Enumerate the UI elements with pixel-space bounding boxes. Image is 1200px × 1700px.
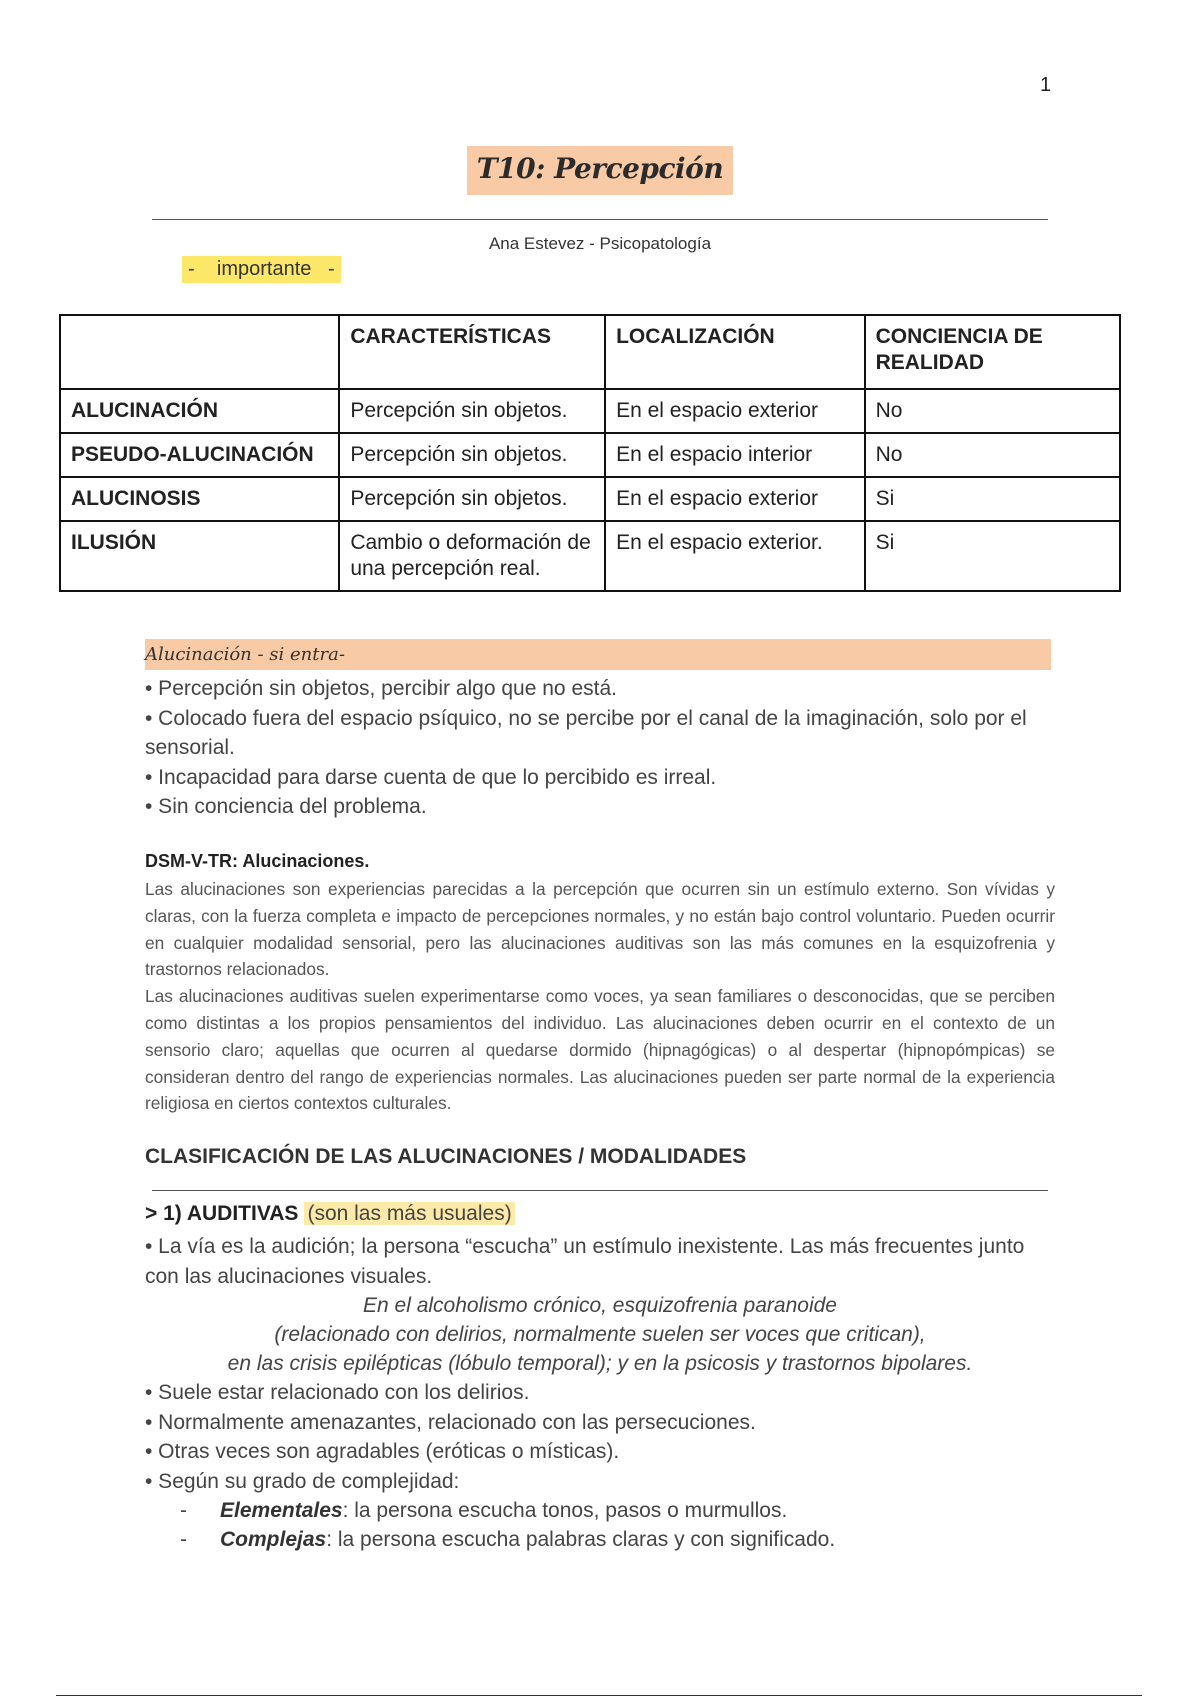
table-cell: En el espacio interior — [605, 433, 865, 477]
title-divider — [152, 219, 1048, 220]
table-cell: En el espacio exterior. — [605, 521, 865, 591]
importance-legend: - importante - — [182, 256, 341, 283]
table-cell: Percepción sin objetos. — [339, 433, 605, 477]
table-row — [60, 389, 1120, 433]
table-cell: Percepción sin objetos. — [339, 477, 605, 521]
definition: : la persona escucha tonos, pasos o murmullos. — [342, 1499, 788, 1522]
row-header: ALUCINACIÓN — [60, 389, 339, 433]
list-item: • Incapacidad para darse cuenta de que lo percibido es irreal. — [145, 765, 717, 789]
list-item: • Suele estar relacionado con los delirios. — [145, 1381, 530, 1404]
list-item: • Percepción sin objetos, percibir algo que no está. — [145, 677, 617, 700]
context-line: (relacionado con delirios, normalmente suelen ser voces que critican), — [274, 1323, 926, 1346]
list-item: • La vía es la audición; la persona “escucha” un estímulo inexistente. Las más frecuentes junto con las alucinaciones visuales. — [145, 1235, 1025, 1288]
page-number: 1 — [1040, 74, 1052, 96]
table-cell: En el espacio exterior — [605, 389, 865, 433]
dash-marker: - — [180, 1499, 187, 1522]
table-header-cell: CARACTERÍSTICAS — [339, 315, 605, 389]
row-header: ILUSIÓN — [60, 521, 339, 591]
term: Elementales — [220, 1499, 343, 1522]
alucinacion-bullets — [145, 674, 1060, 822]
auditivas-heading — [145, 1202, 515, 1226]
complexity-list — [180, 1496, 835, 1554]
list-item — [180, 1496, 835, 1525]
section-divider — [152, 1190, 1048, 1191]
list-item: • Según su grado de complejidad: — [145, 1469, 460, 1493]
table-row — [60, 521, 1120, 591]
list-item — [180, 1525, 835, 1554]
table-cell: En el espacio exterior — [605, 477, 865, 521]
dsm-title: DSM-V-TR: Alucinaciones. — [145, 851, 370, 871]
table-cell: Si — [865, 477, 1120, 521]
footer-divider — [56, 1695, 1142, 1696]
list-item: • Colocado fuera del espacio psíquico, no se percibe por el canal de la imaginación, solo por el sensorial. — [145, 706, 1027, 759]
dsm-body — [145, 876, 1055, 1117]
list-item: • Otras veces son agradables (eróticas o místicas). — [145, 1440, 620, 1463]
alucinacion-highlight-heading: Alucinación - si entra- — [145, 639, 1051, 670]
row-header: PSEUDO-ALUCINACIÓN — [60, 433, 339, 477]
context-line: En el alcoholismo crónico, esquizofrenia paranoide — [363, 1294, 837, 1317]
dsm-paragraph: Las alucinaciones auditivas suelen experimentarse como voces, ya sean familiares o desconocidas, que se perciben como distintas a los propios pensamientos del individuo. Las alucinaciones deben ocurrir en el contexto de un sensorio claro; aquellas que ocurren al quedarse dormido (hipnagógicas) o al despertar (hipnopómpicas) se consideran dentro del rango de experiencias normales. Las alucinaciones pueden ser parte normal de la experiencia religiosa en ciertos contextos culturales. — [145, 986, 1055, 1114]
table-row — [60, 433, 1120, 477]
table-header-cell — [60, 315, 339, 389]
dsm-paragraph: Las alucinaciones son experiencias parecidas a la percepción que ocurren sin un estímulo externo. Son vívidas y claras, con la fuerza completa e impacto de percepciones normales, y no están bajo control voluntario. Pueden ocurrir en cualquier modalidad sensorial, pero las alucinaciones auditivas son las más comunes en la esquizofrenia y trastornos relacionados. — [145, 879, 1055, 980]
auditivas-contexts — [145, 1291, 1055, 1378]
auditivas-bullets — [145, 1378, 1060, 1496]
context-line: en las crisis epilépticas (lóbulo temporal); y en la psicosis y trastornos bipolares. — [227, 1352, 973, 1375]
definition: : la persona escucha palabras claras y con significado. — [326, 1528, 836, 1551]
row-header: ALUCINOSIS — [60, 477, 339, 521]
dash-marker: - — [180, 1528, 187, 1551]
comparison-table — [59, 314, 1121, 592]
subtitle: Ana Estevez - Psicopatología — [488, 234, 712, 253]
classification-heading: CLASIFICACIÓN DE LAS ALUCINACIONES / MODALIDADES — [145, 1145, 747, 1168]
page-title: T10: Percepción — [467, 146, 733, 195]
term: Complejas — [220, 1528, 327, 1551]
auditivas-title: > 1) AUDITIVAS — [145, 1202, 299, 1225]
table-cell: Percepción sin objetos. — [339, 389, 605, 433]
table-cell: No — [865, 433, 1120, 477]
table-cell: No — [865, 389, 1120, 433]
table-cell: Cambio o deformación de una percepción real. — [339, 521, 605, 591]
table-header-cell: CONCIENCIA DE REALIDAD — [865, 315, 1120, 389]
list-item: • Sin conciencia del problema. — [145, 795, 427, 818]
auditivas-intro — [145, 1232, 1060, 1291]
table-header-cell: LOCALIZACIÓN — [605, 315, 865, 389]
table-row — [60, 477, 1120, 521]
table-cell: Si — [865, 521, 1120, 591]
title-wrap — [0, 146, 1200, 195]
list-item: • Normalmente amenazantes, relacionado con las persecuciones. — [145, 1410, 756, 1434]
table-header-row — [60, 315, 1120, 389]
auditivas-note: (son las más usuales) — [304, 1202, 514, 1225]
